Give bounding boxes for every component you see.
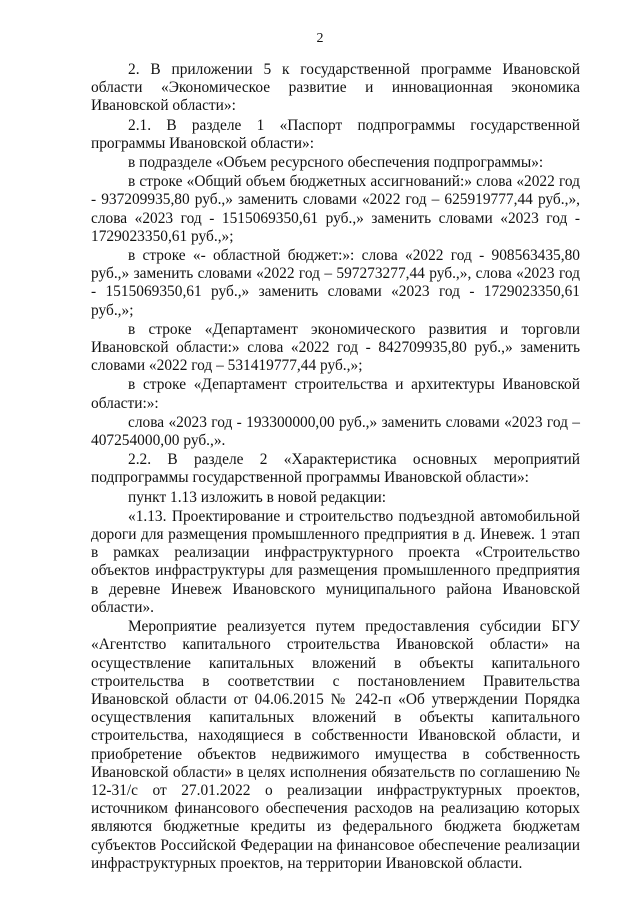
page-number: 2	[316, 31, 324, 46]
paragraph-dept-construction: в строке «Департамент строительства и архитектуры Ивановской области:»:	[91, 376, 580, 412]
paragraph-regional-budget: в строке «- областной бюджет:»: слова «2022 год - 908563435,80 руб.,» заменить словами «2022 год – 597273277,44 руб.,», слова «2023 год - 1515069350,61 руб.,» заменить словами «2023 год - 1729023350,61 руб.,»;	[91, 247, 580, 319]
paragraph-point-1-13: пункт 1.13 изложить в новой редакции:	[128, 488, 387, 506]
paragraph-words-2023: слова «2023 год - 193300000,00 руб.,» заменить словами «2023 год – 407254000,00 руб.,».	[91, 413, 580, 450]
paragraph-total-budget: в строке «Общий объем бюджетных ассигнований:» слова «2022 год - 937209935,80 руб.,» заменить словами «2022 год – 625919777,44 руб.,», слова «2023 год - 1515069350,61 руб.,» заменить словами «2023 год - 1729023350,61 руб.,»;	[91, 173, 580, 245]
document-body	[91, 61, 580, 873]
paragraph-dept-economy: в строке «Департамент экономического развития и торговли Ивановской области:» слова «2022 год - 842709935,80 руб.,» заменить словами «2022 год – 531419777,44 руб.,»;	[91, 320, 580, 375]
paragraph-item-2-1: 2.1. В разделе 1 «Паспорт подпрограммы государственной программы Ивановской области»:	[91, 116, 580, 152]
paragraph-item-2-2: 2.2. В разделе 2 «Характеристика основных мероприятий подпрограммы государственной программы Ивановской области»:	[91, 451, 580, 487]
paragraph-subsection: в подразделе «Объем ресурсного обеспечения подпрограммы»:	[128, 154, 544, 172]
paragraph-project-title: «1.13. Проектирование и строительство подъездной автомобильной дороги для размещения промышленного предприятия в д. Иневеж. 1 этап в рамках реализации инфраструктурного проекта «Строительство объектов инфраструктуры для размещения промышленного предприятия в деревне Иневеж Ивановского муниципального района Ивановской области».	[91, 507, 580, 616]
paragraph-item-2: 2. В приложении 5 к государственной программе Ивановской области «Экономическое развитие и инновационная экономика Ивановской области»:	[91, 61, 580, 115]
paragraph-measure-description: Мероприятие реализуется путем предоставления субсидии БГУ «Агентство капитального строительства Ивановской области» на осуществление капитальных вложений в объекты капитального строительства в соответствии с постановлением Правительства Ивановской области от 04.06.2015 № 242-п «Об утверждении Порядка осуществления капитальных вложений в объекты капитального строительства, находящиеся в собственности Ивановской области, и приобретение объектов недвижимого имущества в собственность Ивановской области» в целях исполнения обязательств по соглашению № 12-31/с от 27.01.2022 о реализации инфраструктурных проектов, источником финансового обеспечения расходов на реализацию которых являются бюджетные кредиты из федерального бюджета бюджетам субъектов Российской Федерации на финансовое обеспечение реализации инфраструктурных проектов, на территории Ивановской области.	[91, 618, 580, 872]
